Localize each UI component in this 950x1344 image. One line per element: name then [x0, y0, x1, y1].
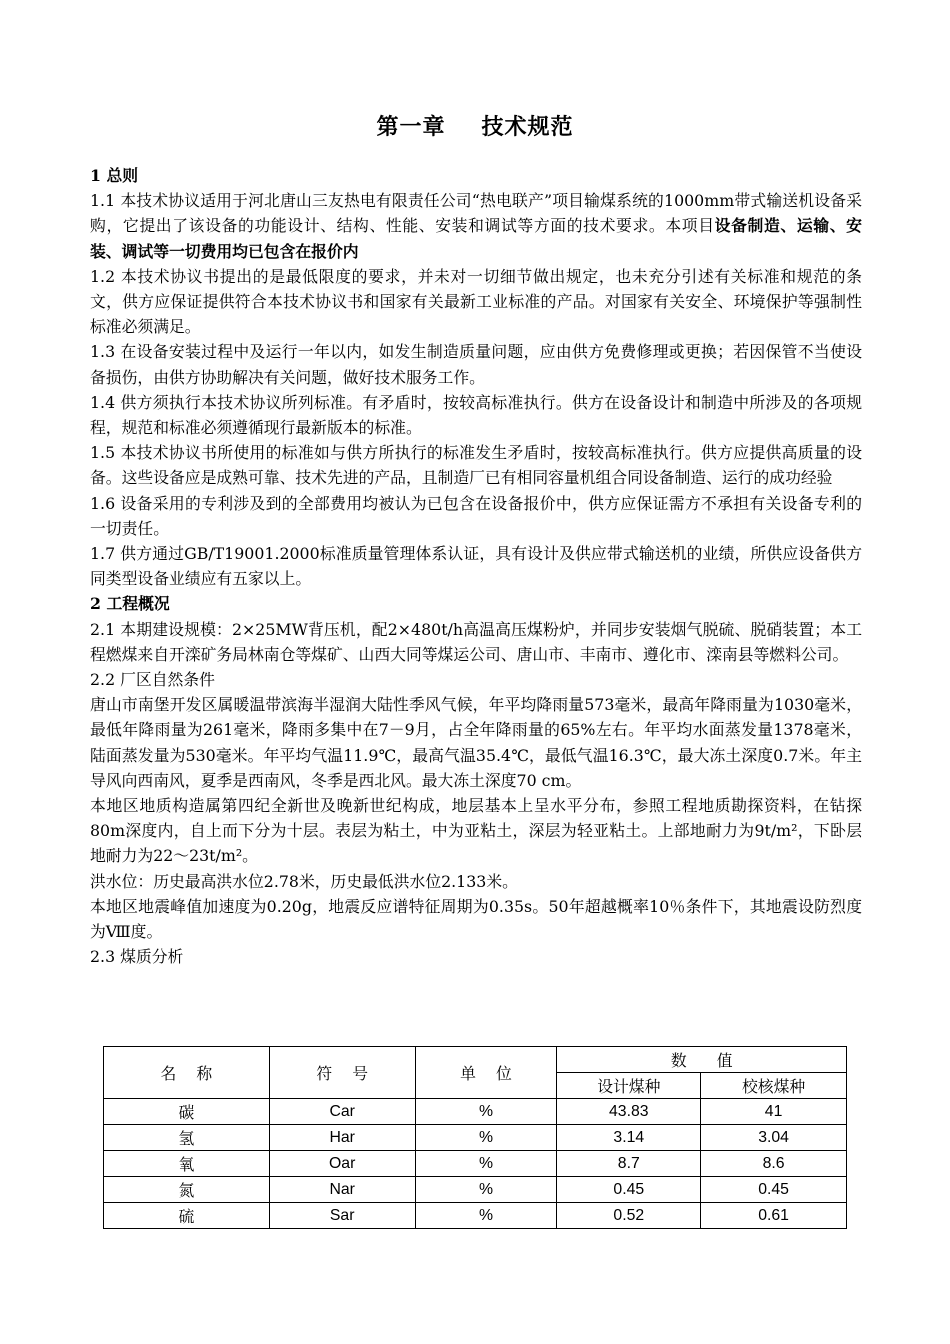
cell-check: 41: [701, 1099, 847, 1125]
paragraph-climate: 唐山市南堡开发区属暖温带滨海半湿润大陆性季风气候，年平均降雨量573毫米，最高年降雨量为1030毫米，最低年降雨量为261毫米，降雨多集中在7－9月，占全年降雨量的65%左右。年平均水面蒸发量1378毫米，陆面蒸发量为530毫米。年平均气温11.9℃，最高气温35.4℃，最低气温16.3℃，最大冻土深度0.7米。年主导风向西南风，夏季是西南风，冬季是西北风。最大冻土深度70 cm。: [90, 695, 862, 790]
cell-name: 氧: [104, 1151, 270, 1177]
cell-unit: %: [415, 1125, 557, 1151]
cell-design: 0.52: [557, 1203, 701, 1229]
table-header-row: [104, 1047, 847, 1073]
paragraph-1-7: 1.7 供方通过GB/T19001.2000标准质量管理体系认证，具有设计及供应带式输送机的业绩，所供应设备供方同类型设备业绩应有五家以上。: [90, 544, 862, 589]
paragraph-1-3: 1.3 在设备安装过程中及运行一年以内，如发生制造质量问题，应由供方免费修理或更换；若因保管不当使设备损伤，由供方协助解决有关问题，做好技术服务工作。: [90, 342, 862, 387]
cell-symbol: Har: [269, 1125, 415, 1151]
cell-design: 3.14: [557, 1125, 701, 1151]
table-row: [104, 1125, 847, 1151]
subsection-title-2-2: 2.2 厂区自然条件: [90, 670, 215, 690]
header-symbol: 符 号: [269, 1047, 415, 1099]
cell-name: 氮: [104, 1177, 270, 1203]
cell-symbol: Oar: [269, 1151, 415, 1177]
paragraph-1-2: 1.2 本技术协议书提出的是最低限度的要求，并未对一切细节做出规定，也未充分引述有关标准和规范的条文，供方应保证提供符合本技术协议书和国家有关最新工业标准的产品。对国家有关安全、环境保护等强制性标准必须满足。: [90, 266, 862, 337]
cell-name: 氢: [104, 1125, 270, 1151]
paragraph-1-5: 1.5 本技术协议书所使用的标准如与供方所执行的标准发生矛盾时，按较高标准执行。供方应提供高质量的设备。这些设备应是成熟可靠、技术先进的产品，且制造厂已有相同容量机组合同设备制造、运行的成功经验: [90, 443, 862, 488]
cell-unit: %: [415, 1177, 557, 1203]
paragraph-1-1: [90, 188, 862, 264]
section-heading-general: 1 总则: [90, 166, 139, 185]
cell-check: 8.6: [701, 1151, 847, 1177]
cell-design: 8.7: [557, 1151, 701, 1177]
header-design-coal: 设计煤种: [557, 1073, 701, 1099]
section-heading-project: 2 工程概况: [90, 594, 170, 614]
header-check-coal: 校核煤种: [701, 1073, 847, 1099]
paragraph-1-1-bold: 设备制造、运输、安装、调试等一切费用均已包含在报价内: [90, 216, 862, 261]
cell-name: 硫: [104, 1203, 270, 1229]
cell-check: 0.61: [701, 1203, 847, 1229]
table-row: [104, 1203, 847, 1229]
cell-check: 0.45: [701, 1177, 847, 1203]
header-name: 名 称: [104, 1047, 270, 1099]
table-row: [104, 1099, 847, 1125]
cell-unit: %: [415, 1203, 557, 1229]
paragraph-2-1: 2.1 本期建设规模：2×25MW背压机，配2×480t/h高温高压煤粉炉，并同步安装烟气脱硫、脱硝装置；本工程燃煤来自开滦矿务局林南仓等煤矿、山西大同等煤运公司、唐山市、丰南市、遵化市、滦南县等燃料公司。: [90, 619, 862, 664]
cell-unit: %: [415, 1151, 557, 1177]
chapter-name: 技术规范: [481, 114, 574, 140]
chapter-number: 第一章: [376, 114, 446, 140]
document-body: [90, 163, 862, 970]
cell-symbol: Sar: [269, 1203, 415, 1229]
cell-name: 碳: [104, 1099, 270, 1125]
cell-unit: %: [415, 1099, 557, 1125]
cell-design: 43.83: [557, 1099, 701, 1125]
subsection-title-2-3: 2.3 煤质分析: [90, 947, 184, 967]
header-value: 数 值: [557, 1047, 847, 1073]
header-unit: 单 位: [415, 1047, 557, 1099]
paragraph-1-1-text: 1.1 本技术协议适用于河北唐山三友热电有限责任公司“热电联产”项目输煤系统的1000mm带式输送机设备采购，它提出了该设备的功能设计、结构、性能、安装和调试等方面的技术要求。本项目: [90, 191, 862, 236]
paragraph-1-6: 1.6 设备采用的专利涉及到的全部费用均被认为已包含在设备报价中，供方应保证需方不承担有关设备专利的一切责任。: [90, 493, 862, 538]
coal-analysis-table: [103, 1046, 847, 1229]
cell-check: 3.04: [701, 1125, 847, 1151]
paragraph-seismic: 本地区地震峰值加速度为0.20g，地震反应谱特征周期为0.35s。50年超越概率10％条件下，其地震设防烈度为Ⅷ度。: [90, 896, 862, 942]
cell-symbol: Car: [269, 1099, 415, 1125]
table-row: [104, 1151, 847, 1177]
paragraph-flood: 洪水位：历史最高洪水位2.78米，历史最低洪水位2.133米。: [90, 871, 518, 891]
chapter-title: [0, 110, 950, 144]
table-row: [104, 1177, 847, 1203]
cell-design: 0.45: [557, 1177, 701, 1203]
paragraph-geology: 本地区地质构造属第四纪全新世及晚新世纪构成，地层基本上呈水平分布，参照工程地质勘探资料，在钻探80m深度内，自上而下分为十层。表层为粘土，中为亚粘土，深层为轻亚粘土。上部地耐力为9t/m²，下卧层地耐力为22～23t/m²。: [90, 796, 862, 866]
cell-symbol: Nar: [269, 1177, 415, 1203]
paragraph-1-4: 1.4 供方须执行本技术协议所列标准。有矛盾时，按较高标准执行。供方在设备设计和制造中所涉及的各项规程，规范和标准必须遵循现行最新版本的标准。: [90, 392, 862, 438]
